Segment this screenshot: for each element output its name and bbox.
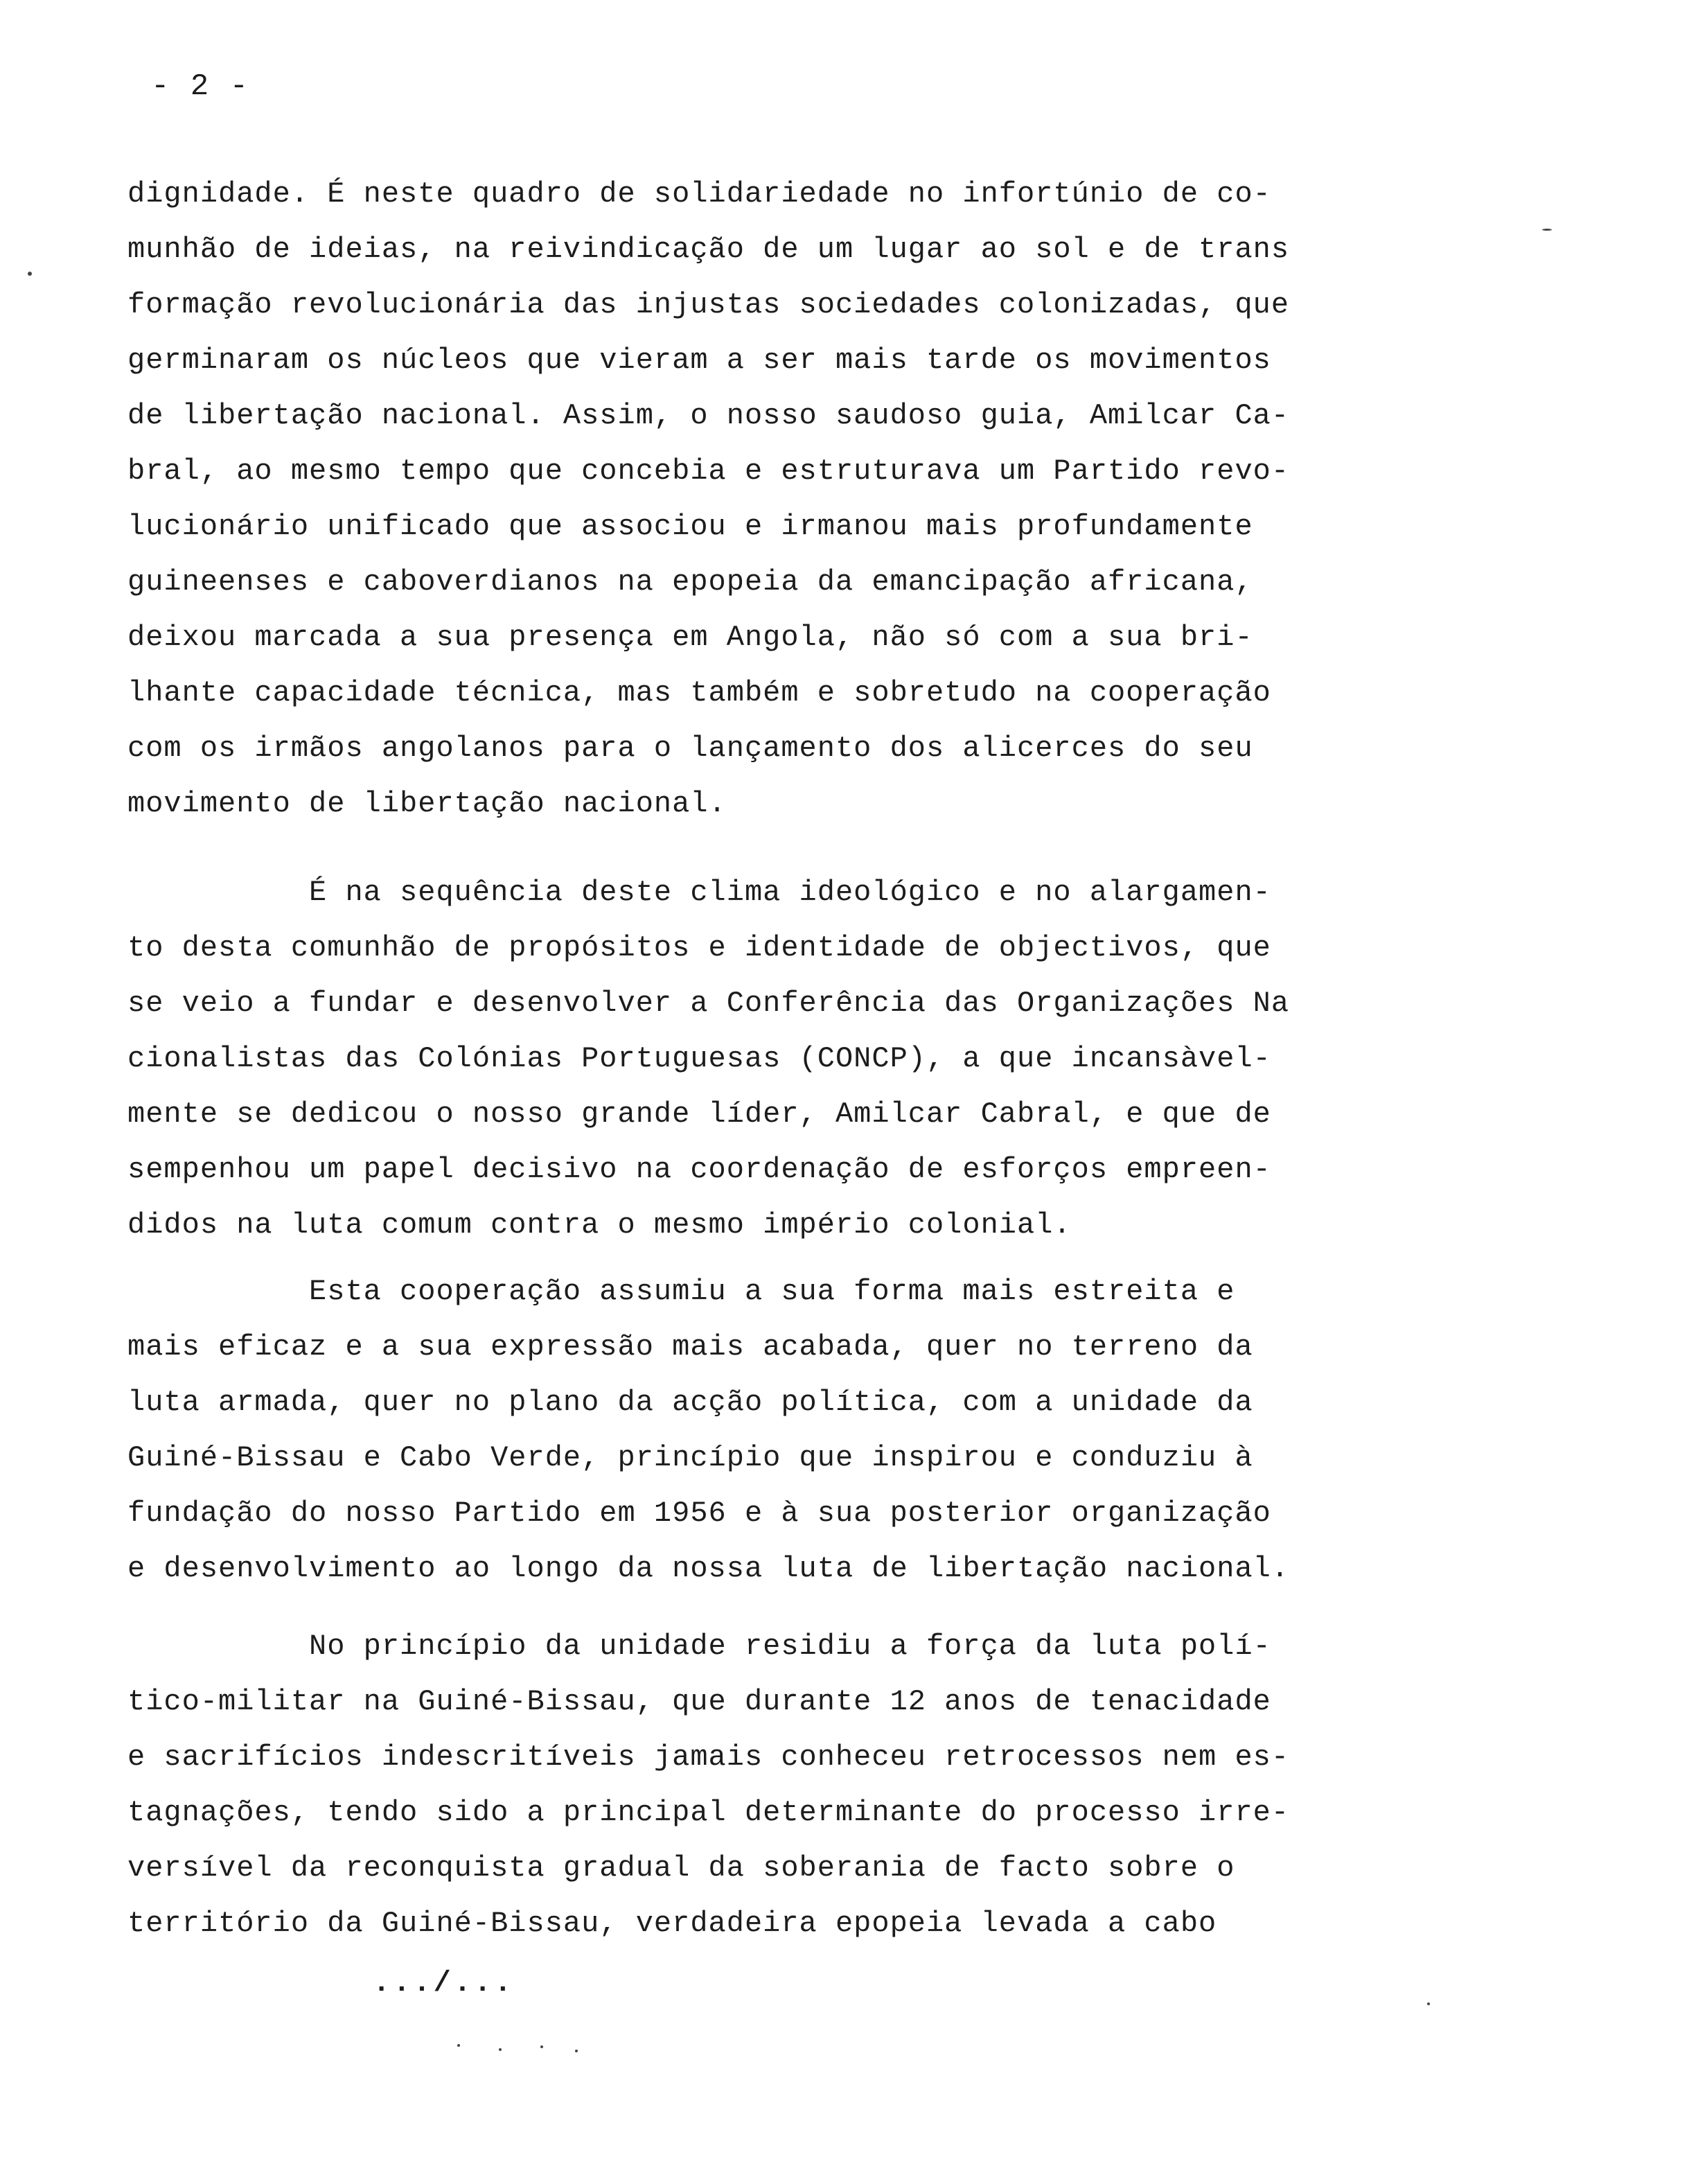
text-line: Esta cooperação assumiu a sua forma mais estreita e	[127, 1275, 1235, 1308]
scan-speck	[499, 2048, 502, 2051]
text-line: É na sequência deste clima ideológico e no alargamen-	[127, 876, 1271, 909]
text-line: lucionário unificado que associou e irmanou mais profundamente	[127, 510, 1253, 543]
scan-speck	[1427, 2002, 1430, 2005]
text-line: movimento de libertação nacional.	[127, 787, 727, 820]
page-number: - 2 -	[151, 69, 250, 104]
text-line: luta armada, quer no plano da acção política, com a unidade da	[127, 1386, 1253, 1419]
text-line: munhão de ideias, na reivindicação de um lugar ao sol e de trans	[127, 233, 1290, 266]
scan-speck	[575, 2050, 578, 2052]
text-line: didos na luta comum contra o mesmo império colonial.	[127, 1208, 1072, 1242]
text-line: versível da reconquista gradual da soberania de facto sobre o	[127, 1851, 1235, 1885]
text-line: germinaram os núcleos que vieram a ser mais tarde os movimentos	[127, 344, 1271, 377]
scan-speck	[540, 2045, 543, 2048]
text-line: de libertação nacional. Assim, o nosso saudoso guia, Amilcar Ca-	[127, 399, 1290, 432]
paragraph-4	[127, 1619, 1444, 1951]
continuation-mark: .../...	[373, 1966, 515, 2000]
text-line: e desenvolvimento ao longo da nossa luta de libertação nacional.	[127, 1552, 1290, 1585]
text-line: com os irmãos angolanos para o lançamento dos alicerces do seu	[127, 732, 1253, 765]
scan-speck	[28, 272, 32, 276]
text-line: No princípio da unidade residiu a força da luta polí-	[127, 1630, 1271, 1663]
text-line: cionalistas das Colónias Portuguesas (CONCP), a que incansàvel-	[127, 1042, 1271, 1075]
text-line: território da Guiné-Bissau, verdadeira epopeia levada a cabo	[127, 1907, 1217, 1940]
text-line: mente se dedicou o nosso grande líder, Amilcar Cabral, e que de	[127, 1098, 1271, 1131]
text-line: lhante capacidade técnica, mas também e sobretudo na cooperação	[127, 676, 1271, 710]
text-line: to desta comunhão de propósitos e identidade de objectivos, que	[127, 931, 1271, 965]
text-line: formação revolucionária das injustas sociedades colonizadas, que	[127, 288, 1290, 322]
text-line: bral, ao mesmo tempo que concebia e estruturava um Partido revo-	[127, 455, 1290, 488]
text-line: se veio a fundar e desenvolver a Conferência das Organizações Na	[127, 987, 1290, 1020]
text-line: sempenhou um papel decisivo na coordenação de esforços empreen-	[127, 1153, 1271, 1186]
text-line: fundação do nosso Partido em 1956 e à sua posterior organização	[127, 1497, 1271, 1530]
text-line: deixou marcada a sua presença em Angola, não só com a sua bri-	[127, 621, 1253, 654]
scan-speck	[457, 2044, 460, 2047]
text-line: Guiné-Bissau e Cabo Verde, princípio que inspirou e conduziu à	[127, 1441, 1253, 1474]
text-line: e sacrifícios indescritíveis jamais conheceu retrocessos nem es-	[127, 1741, 1290, 1774]
text-line: dignidade. É neste quadro de solidariedade no infortúnio de co-	[127, 177, 1271, 211]
paragraph-3	[127, 1264, 1444, 1596]
text-line: tico-militar na Guiné-Bissau, que durante 12 anos de tenacidade	[127, 1685, 1271, 1718]
text-line: guineenses e caboverdianos na epopeia da emancipação africana,	[127, 565, 1253, 599]
paragraph-1	[127, 166, 1444, 831]
text-line: mais eficaz e a sua expressão mais acabada, quer no terreno da	[127, 1330, 1253, 1364]
text-line: tagnações, tendo sido a principal determinante do processo irre-	[127, 1796, 1290, 1829]
paragraph-2	[127, 865, 1444, 1253]
scan-speck	[1542, 229, 1552, 231]
